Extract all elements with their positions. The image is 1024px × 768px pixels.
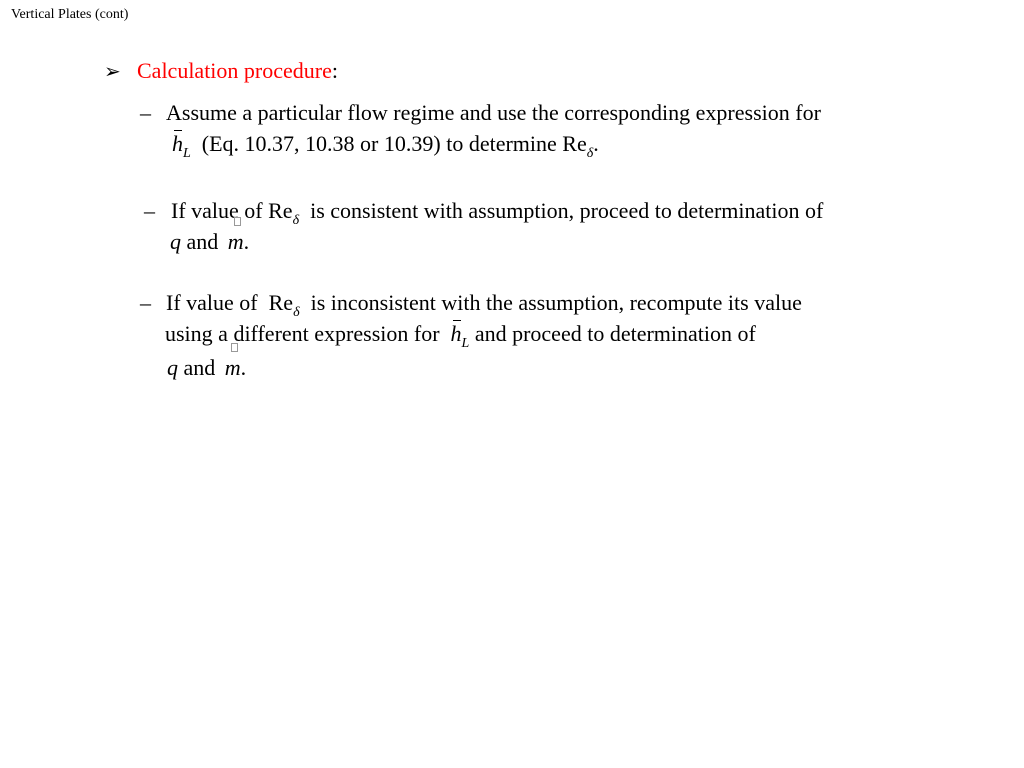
missing-glyph-icon (231, 343, 238, 352)
m-dot-symbol: m (225, 355, 241, 381)
re-subscript: δ (586, 146, 594, 161)
item-3-pre: If value of (166, 290, 258, 315)
item-3-line-3 (167, 355, 246, 381)
item-2-line-2 (170, 229, 249, 255)
dash-bullet-2: – (144, 198, 155, 223)
h-subscript: L (461, 336, 470, 351)
item-2-line-1 (171, 198, 823, 228)
re-symbol: Re (268, 198, 293, 223)
item-2-pre: If value of (171, 198, 263, 223)
dash-bullet-1: – (140, 100, 151, 125)
missing-glyph-icon (234, 217, 241, 226)
dash-bullet-3: – (140, 290, 151, 315)
h-bar-symbol: h (172, 131, 183, 156)
and-text: and (183, 355, 216, 380)
item-1-line-2 (172, 131, 599, 161)
h-subscript: L (183, 146, 191, 161)
m-dot-symbol: m (228, 229, 244, 255)
item-3-line2-post: and proceed to determination of (474, 321, 756, 346)
re-subscript: δ (292, 213, 300, 228)
period: . (243, 229, 250, 254)
q-symbol: q (170, 229, 181, 254)
arrow-bullet-icon: ➢ (104, 61, 121, 83)
and-text: and (186, 229, 219, 254)
item-1-line-1: Assume a particular flow regime and use the corresponding expression for (166, 100, 821, 125)
item-2-post: is consistent with assumption, proceed to determination of (310, 198, 824, 223)
slide-title: Vertical Plates (cont) (11, 7, 129, 22)
heading-colon: : (331, 58, 338, 83)
q-symbol: q (167, 355, 178, 380)
h-bar-symbol: h (450, 321, 462, 346)
item-3-line2-pre: using a different expression for (165, 321, 440, 346)
heading (137, 58, 338, 84)
re-symbol: Re (562, 131, 587, 156)
item-3-line-1 (166, 290, 802, 320)
item-3-post: is inconsistent with the assumption, recompute its value (310, 290, 802, 315)
eq-reference: (Eq. 10.37, 10.38 or 10.39) to determine (201, 131, 557, 156)
re-subscript: δ (293, 305, 300, 320)
item-3-line-2 (165, 321, 756, 351)
period: . (240, 355, 247, 380)
re-symbol: Re (268, 290, 294, 315)
period: . (593, 131, 599, 156)
heading-label: Calculation procedure (137, 58, 332, 83)
